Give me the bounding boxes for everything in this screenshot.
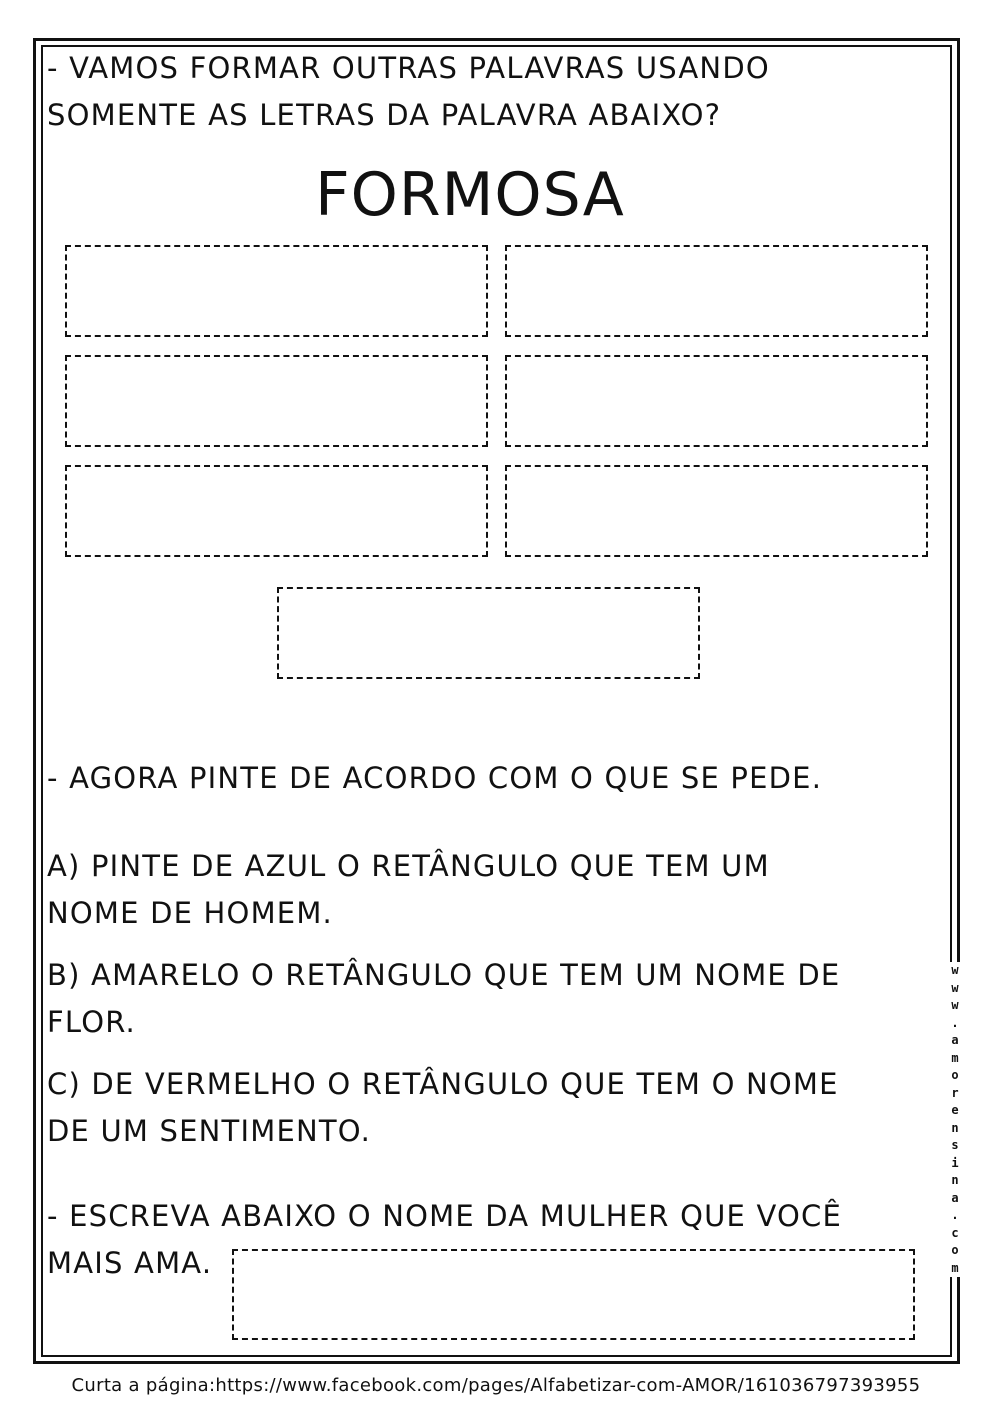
side-url-char: e <box>951 1103 959 1117</box>
item-a-line-2: NOME DE HOMEM. <box>47 896 333 930</box>
footer-facebook-link[interactable]: Curta a página:https://www.facebook.com/pages/Alfabetizar-com-AMOR/161036797393955 <box>71 1375 921 1396</box>
item-c-line-1: C) DE VERMELHO O RETÂNGULO QUE TEM O NOME <box>47 1067 839 1101</box>
item-b-line-2: FLOR. <box>47 1005 136 1039</box>
side-url-letters <box>944 962 966 1277</box>
instruction-1-line-1: - VAMOS FORMAR OUTRAS PALAVRAS USANDO <box>47 51 770 85</box>
side-url-char: w <box>951 963 959 977</box>
instruction-1-line-2: SOMENTE AS LETRAS DA PALAVRA ABAIXO? <box>47 98 722 132</box>
side-url-char: r <box>951 1085 959 1100</box>
side-url-char: n <box>951 1120 959 1135</box>
item-a-line-1: A) PINTE DE AZUL O RETÂNGULO QUE TEM UM <box>47 849 770 883</box>
side-url-char: o <box>951 1243 959 1257</box>
side-website-url <box>944 962 966 1277</box>
item-c-line-2: DE UM SENTIMENTO. <box>47 1114 372 1148</box>
side-url-char: c <box>951 1225 959 1240</box>
instruction-2: - AGORA PINTE DE ACORDO COM O QUE SE PEDE. <box>47 761 823 795</box>
outer-border <box>33 38 960 1364</box>
side-url-char: w <box>951 980 959 995</box>
side-url-char: n <box>951 1173 959 1187</box>
instruction-3-line-1: - ESCREVA ABAIXO O NOME DA MULHER QUE VOCÊ <box>47 1199 842 1233</box>
item-b-line-1: B) AMARELO O RETÂNGULO QUE TEM UM NOME DE <box>47 958 841 992</box>
side-url-char: i <box>951 1155 959 1170</box>
answer-box-5[interactable] <box>65 465 488 557</box>
name-answer-box[interactable] <box>232 1249 915 1340</box>
instruction-3-line-2: MAIS AMA. <box>47 1246 213 1280</box>
answer-box-2[interactable] <box>505 245 928 337</box>
inner-border <box>41 45 952 1357</box>
answer-box-4[interactable] <box>505 355 928 447</box>
answer-box-6[interactable] <box>505 465 928 557</box>
side-url-char: . <box>951 1208 959 1222</box>
main-word: FORMOSA <box>315 160 625 230</box>
side-url-char: a <box>951 1190 959 1205</box>
side-url-char: s <box>951 1138 959 1152</box>
answer-box-3[interactable] <box>65 355 488 447</box>
answer-box-1[interactable] <box>65 245 488 337</box>
side-url-char: a <box>951 1033 959 1047</box>
side-url-char: m <box>951 1050 959 1065</box>
answer-box-7[interactable] <box>277 587 700 679</box>
side-url-char: o <box>951 1068 959 1082</box>
side-url-char: m <box>951 1260 959 1275</box>
side-url-char: w <box>951 998 959 1012</box>
side-url-char: . <box>951 1015 959 1030</box>
